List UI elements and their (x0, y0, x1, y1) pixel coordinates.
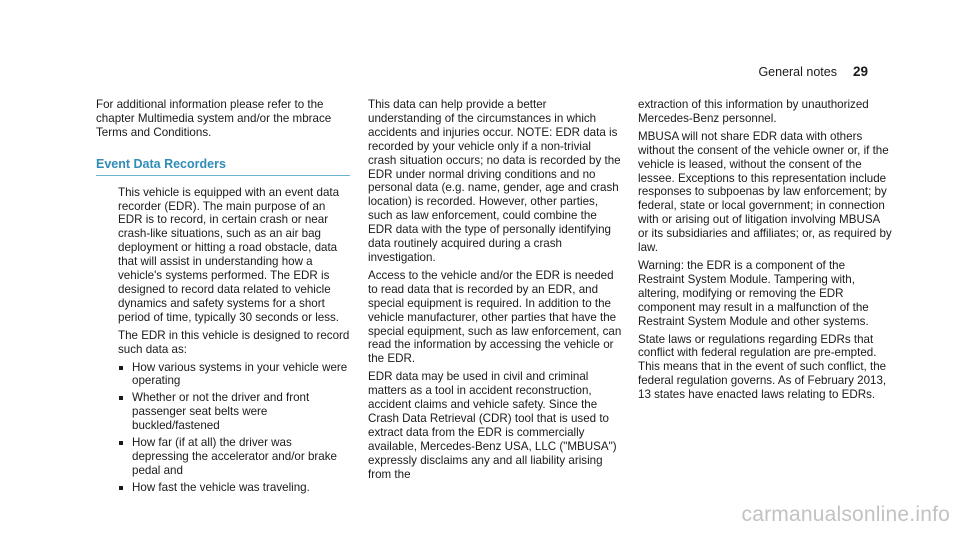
paragraph: extraction of this information by unauthorized Mercedes-Benz personnel. (638, 98, 869, 125)
list-item: How fast the vehicle was traveling. (118, 481, 350, 495)
paragraph: EDR data may be used in civil and criminal matters as a tool in accident reconstruction, accident claims and vehicle safety. Since the Crash Data Retrieval (CDR) tool that is used to extract data from the EDR is commercially available, Mercedes-Benz USA, LLC ("MBUSA") expressly disclaims any and all liability arising from the (368, 370, 617, 481)
column-1 (96, 98, 350, 498)
column-3 (638, 98, 892, 406)
list-item: How far (if at all) the driver was depressing the accelerator and/or brake pedal and (118, 436, 350, 478)
section-heading: Event Data Recorders (96, 158, 350, 176)
intro-paragraph: For additional information please refer to the chapter Multimedia system and/or the mbrace Terms and Conditions. (96, 98, 332, 139)
section-title: General notes (758, 65, 837, 79)
column-2 (368, 98, 622, 485)
watermark: carmanualsonline.info (741, 503, 950, 526)
list-item: How various systems in your vehicle were operating (118, 361, 350, 389)
page-number: 29 (852, 64, 868, 79)
edr-paragraph-1: This vehicle is equipped with an event data recorder (EDR). The main purpose of an EDR is to record, in certain crash or near crash-like situations, such as an air bag deployment or hitting a road obstacle, data that will assist in understanding how a vehicle's systems performed. The EDR is designed to record data related to vehicle dynamics and safety systems for a short period of time, typically 30 seconds or less. (118, 185, 340, 324)
paragraph: Warning: the EDR is a component of the Restraint System Module. Tampering with, altering, modifying or removing the EDR component may result in a malfunction of the Restraint System Module and other systems. (638, 258, 869, 328)
edr-data-list (118, 361, 350, 495)
page-header (758, 64, 868, 79)
list-item: Whether or not the driver and front passenger seat belts were buckled/fastened (118, 391, 350, 433)
edr-paragraph-2: The EDR in this vehicle is designed to record such data as: (118, 328, 350, 356)
paragraph: State laws or regulations regarding EDRs that conflict with federal regulation are pre-empted. This means that in the event of such conflict, the federal regulation governs. As of February 2013, 13 states have enacted laws relating to EDRs. (638, 332, 887, 402)
paragraph: This data can help provide a better understanding of the circumstances in which accidents and injuries occur. NOTE: EDR data is recorded by your vehicle only if a non-trivial crash situation occurs; no data is recorded by the EDR under normal driving conditions and no personal data (e.g. name, gender, age and crash location) is recorded. However, other parties, such as law enforcement, could combine the EDR data with the type of personally identifying data routinely acquired during a crash investigation. (368, 98, 621, 264)
paragraph: MBUSA will not share EDR data with others without the consent of the vehicle owner or, if the vehicle is leased, without the consent of the lessee. Exceptions to this representation include responses to subpoenas by law enforcement; by federal, state or local government; in connection with or arising out of litigation involving MBUSA or its subsidiaries and affiliates; or, as required by law. (638, 129, 892, 255)
paragraph: Access to the vehicle and/or the EDR is needed to read data that is recorded by an EDR, and special equipment is required. In addition to the vehicle manufacturer, other parties that have the special equipment, such as law enforcement, can read the information by accessing the vehicle or the EDR. (368, 268, 622, 366)
